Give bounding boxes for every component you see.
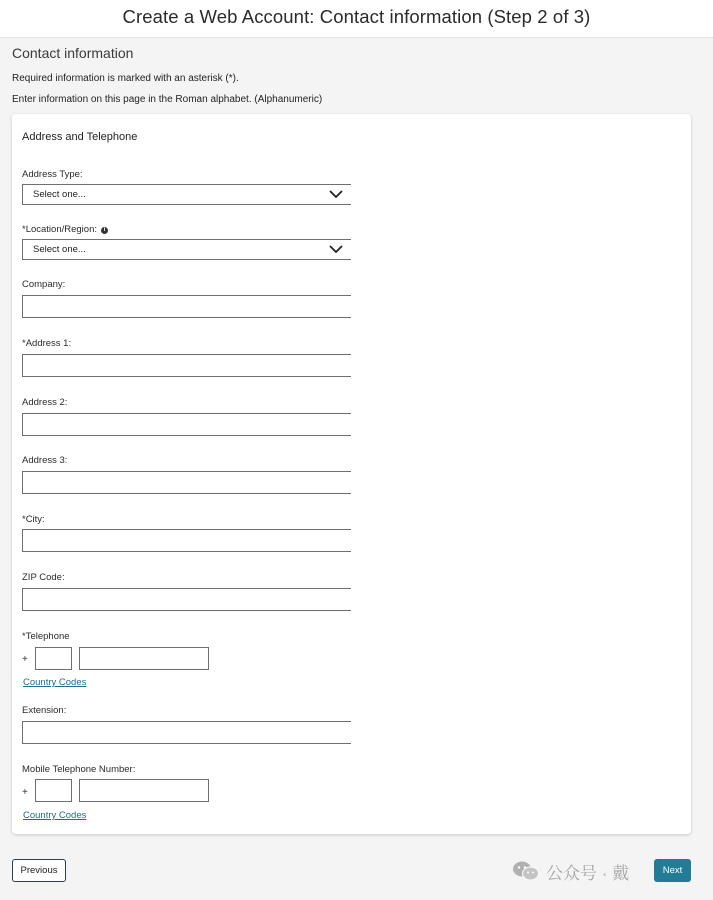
address3-label: Address 3:: [22, 455, 68, 466]
address2-input[interactable]: [22, 413, 351, 436]
location-value: Select one...: [33, 244, 86, 255]
zip-input[interactable]: [22, 588, 351, 611]
extension-label: Extension:: [22, 705, 67, 716]
zip-label: ZIP Code:: [22, 572, 65, 583]
location-select[interactable]: [22, 239, 351, 260]
mobile-country-codes-link[interactable]: Country Codes: [23, 810, 87, 821]
wechat-icon: [512, 860, 540, 882]
mobile-number-input[interactable]: [79, 779, 209, 802]
required-note: Required information is marked with an asterisk (*).: [12, 73, 239, 84]
company-input[interactable]: [22, 295, 351, 318]
address3-input[interactable]: [22, 471, 351, 494]
address-type-value: Select one...: [33, 189, 86, 200]
address-telephone-card: [12, 114, 691, 834]
watermark-text: 公众号 · 戴: [546, 863, 630, 883]
chevron-down-icon: [328, 243, 344, 255]
address-type-select[interactable]: [22, 184, 351, 205]
address2-label: Address 2:: [22, 397, 68, 408]
mobile-plus: +: [22, 787, 28, 798]
telephone-label: *Telephone: [22, 631, 70, 642]
page-title: Create a Web Account: Contact information (Step 2 of 3): [122, 6, 591, 27]
address1-input[interactable]: [22, 354, 351, 377]
previous-button[interactable]: Previous: [12, 859, 66, 882]
section-title: Contact information: [12, 45, 134, 61]
alphabet-note: Enter information on this page in the Roman alphabet. (Alphanumeric): [12, 94, 323, 105]
page-header: [0, 0, 713, 38]
card-title: Address and Telephone: [22, 131, 138, 143]
telephone-plus: +: [22, 654, 28, 665]
company-label: Company:: [22, 279, 66, 290]
info-icon[interactable]: i: [101, 227, 108, 234]
telephone-country-codes-link[interactable]: Country Codes: [23, 677, 87, 688]
city-input[interactable]: [22, 529, 351, 552]
mobile-country-code-input[interactable]: [35, 779, 72, 802]
extension-input[interactable]: [22, 721, 351, 744]
location-label: [22, 224, 108, 235]
address1-label: *Address 1:: [22, 338, 72, 349]
telephone-number-input[interactable]: [79, 647, 209, 670]
mobile-label: Mobile Telephone Number:: [22, 764, 136, 775]
telephone-country-code-input[interactable]: [35, 647, 72, 670]
city-label: *City:: [22, 514, 45, 525]
address-type-label: Address Type:: [22, 169, 83, 180]
next-button[interactable]: Next: [654, 859, 691, 882]
watermark: [512, 858, 629, 884]
location-label-text: *Location/Region:: [22, 224, 97, 235]
chevron-down-icon: [328, 188, 344, 200]
